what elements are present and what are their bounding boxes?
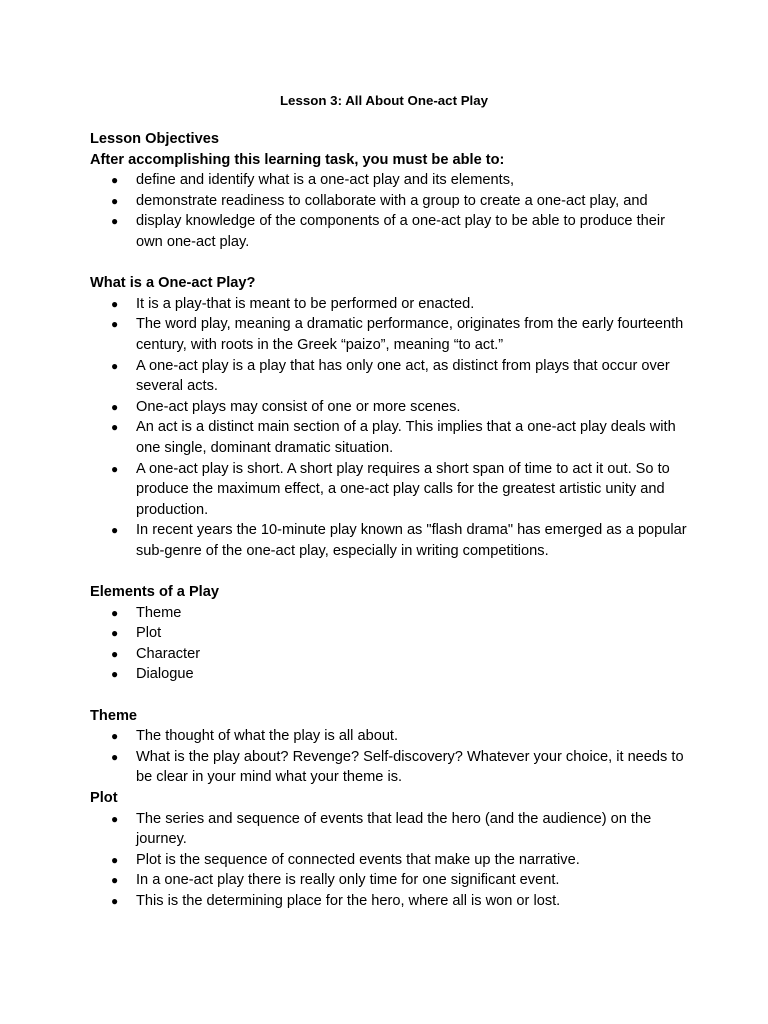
what-is-heading: What is a One-act Play? xyxy=(90,275,256,292)
list-item-text: One-act plays may consist of one or more scenes. xyxy=(136,398,461,415)
spacer xyxy=(90,253,690,274)
objectives-subheading: After accomplishing this learning task, you must be able to: xyxy=(90,151,505,168)
bullet-icon: ● xyxy=(111,173,119,188)
list-item-text: Dialogue xyxy=(136,666,194,683)
bullet-icon: ● xyxy=(111,317,119,332)
list-item xyxy=(90,623,690,644)
theme-list xyxy=(90,726,690,788)
spacer xyxy=(90,685,690,706)
list-item xyxy=(90,603,690,624)
list-item xyxy=(90,726,690,747)
list-item xyxy=(90,294,690,315)
bullet-icon: ● xyxy=(111,811,119,826)
list-item-text: It is a play-that is meant to be performed or enacted. xyxy=(136,295,475,312)
list-item xyxy=(90,870,690,891)
list-item-text: display knowledge of the components of a one-act play to be able to produce their own one-act play. xyxy=(136,213,665,250)
spacer xyxy=(90,561,690,582)
list-item xyxy=(90,891,690,912)
bullet-icon: ● xyxy=(111,873,119,888)
list-item xyxy=(90,191,690,212)
list-item xyxy=(90,211,690,252)
bullet-icon: ● xyxy=(111,667,119,682)
list-item xyxy=(90,850,690,871)
list-item xyxy=(90,314,690,355)
bullet-icon: ● xyxy=(111,605,119,620)
what-is-list xyxy=(90,294,690,562)
list-item-text: A one-act play is a play that has only one act, as distinct from plays that occur over several acts. xyxy=(136,357,670,395)
bullet-icon: ● xyxy=(111,420,119,435)
list-item xyxy=(90,644,690,665)
plot-list xyxy=(90,809,690,912)
list-item-text: A one-act play is short. A short play requires a short span of time to act it out. So to produce the maximum effect, a one-act play calls for the greatest artistic unity and production. xyxy=(136,460,670,518)
elements-heading: Elements of a Play xyxy=(90,584,219,601)
document-body xyxy=(90,129,690,912)
bullet-icon: ● xyxy=(111,729,119,744)
bullet-icon: ● xyxy=(111,646,119,661)
bullet-icon: ● xyxy=(111,214,119,229)
list-item xyxy=(90,417,690,458)
list-item xyxy=(90,520,690,561)
list-item-text: What is the play about? Revenge? Self-discovery? Whatever your choice, it needs to be clear in your mind what your theme is. xyxy=(136,748,684,786)
list-item-text: An act is a distinct main section of a play. This implies that a one-act play deals with one single, dominant dramatic situation. xyxy=(136,419,676,456)
bullet-icon: ● xyxy=(111,296,119,311)
list-item-text: Plot xyxy=(136,625,162,642)
list-item-text: Character xyxy=(136,645,201,662)
objectives-list xyxy=(90,170,690,252)
bullet-icon: ● xyxy=(111,461,119,476)
list-item xyxy=(90,170,690,191)
page-title: Lesson 3: All About One-act Play xyxy=(279,93,489,108)
list-item-text: The word play, meaning a dramatic performance, originates from the early fourteenth century, with roots in the Greek “paizo”, meaning “to act.” xyxy=(136,316,684,353)
bullet-icon: ● xyxy=(111,749,119,764)
elements-list xyxy=(90,603,690,685)
list-item xyxy=(90,459,690,521)
list-item xyxy=(90,809,690,850)
bullet-icon: ● xyxy=(111,358,119,373)
list-item xyxy=(90,747,690,788)
list-item-text: Plot is the sequence of connected events that make up the narrative. xyxy=(136,851,580,868)
list-item-text: demonstrate readiness to collaborate with a group to create a one-act play, and xyxy=(136,192,648,209)
list-item-text: define and identify what is a one-act play and its elements, xyxy=(136,172,515,189)
bullet-icon: ● xyxy=(111,399,119,414)
list-item-text: The series and sequence of events that lead the hero (and the audience) on the journey. xyxy=(136,810,652,848)
plot-heading: Plot xyxy=(90,790,118,806)
list-item-text: The thought of what the play is all about. xyxy=(136,728,399,745)
bullet-icon: ● xyxy=(111,193,119,208)
list-item xyxy=(90,356,690,397)
list-item-text: In recent years the 10-minute play known as "flash drama" has emerged as a popular sub-genre of the one-act play, especially in writing competitions. xyxy=(136,522,687,559)
list-item xyxy=(90,397,690,418)
theme-heading: Theme xyxy=(90,707,138,724)
list-item-text: Theme xyxy=(136,604,182,621)
bullet-icon: ● xyxy=(111,893,119,908)
bullet-icon: ● xyxy=(111,523,119,538)
objectives-heading: Lesson Objectives xyxy=(90,131,219,147)
list-item-text: In a one-act play there is really only time for one significant event. xyxy=(136,872,560,889)
bullet-icon: ● xyxy=(111,626,119,641)
list-item-text: This is the determining place for the hero, where all is won or lost. xyxy=(136,892,561,909)
bullet-icon: ● xyxy=(111,852,119,867)
list-item xyxy=(90,664,690,685)
